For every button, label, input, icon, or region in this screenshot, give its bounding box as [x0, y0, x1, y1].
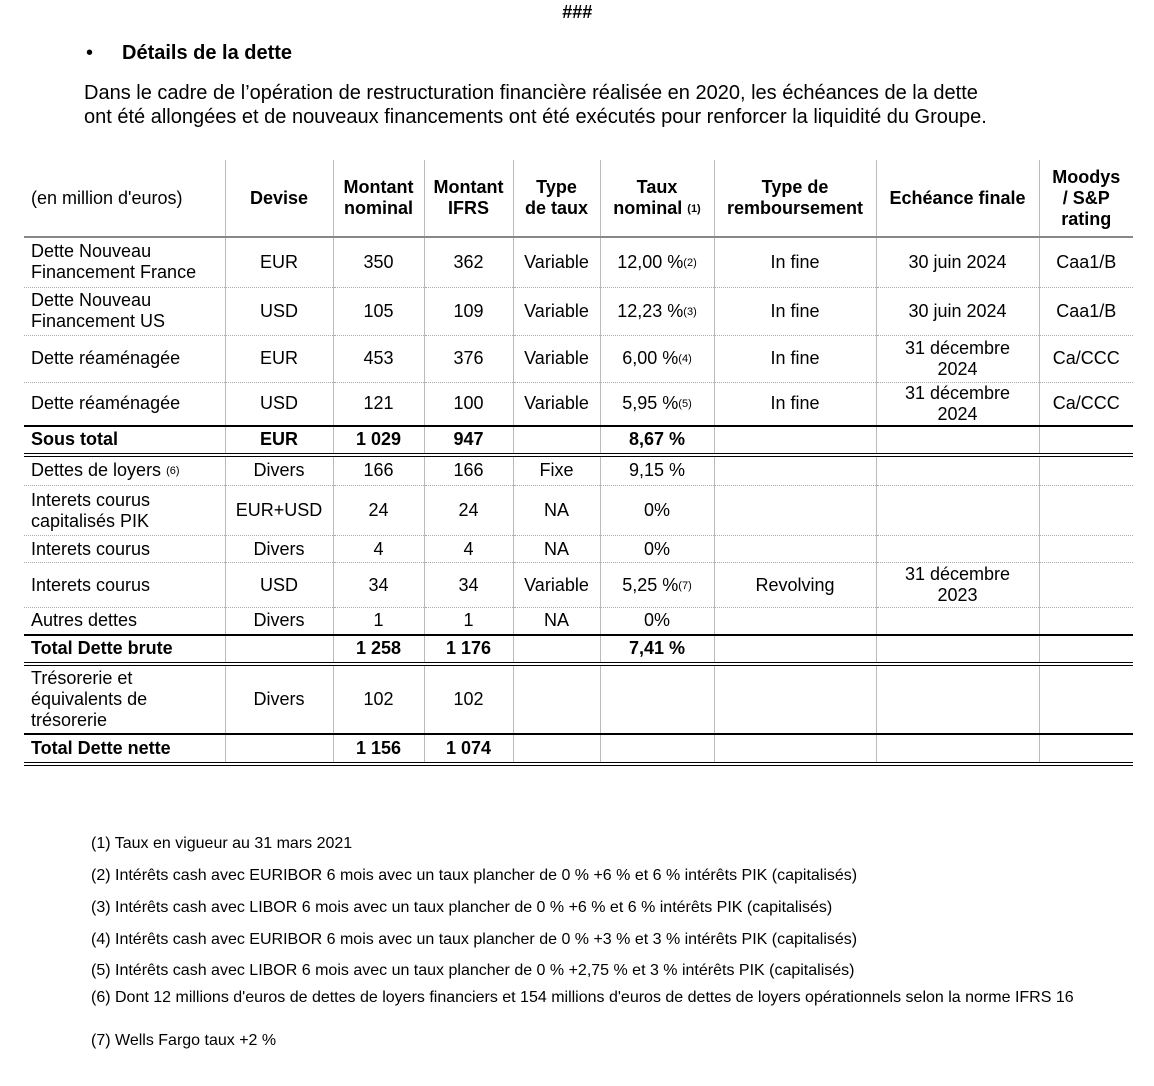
cell-montant-nominal: 166: [333, 455, 424, 486]
table-row: [24, 237, 1133, 287]
footnote: (3) Intérêts cash avec LIBOR 6 mois avec un taux plancher de 0 % +6 % et 6 % intérêts PIK (capitalisés): [91, 899, 833, 916]
cell-echeance: [876, 734, 1039, 764]
taux-value: 0%: [643, 610, 670, 631]
cell-montant-ifrs: 34: [424, 563, 513, 608]
cell-montant-nominal: 350: [333, 237, 424, 287]
row-label-line: Dette réaménagée: [31, 393, 181, 413]
taux-value: 6,00 %: [622, 348, 679, 368]
cell-rating: Caa1/B: [1039, 287, 1133, 335]
cell-montant-ifrs: 947: [424, 426, 513, 455]
row-label-line: Financement US: [31, 311, 166, 331]
total-label: Sous total: [24, 426, 225, 455]
cell-montant-nominal: 121: [333, 382, 424, 426]
cell-type-taux: Variable: [513, 237, 600, 287]
row-label-line: Trésorerie et: [31, 667, 133, 688]
cell-montant-nominal: 1: [333, 608, 424, 635]
cell-rating: [1039, 536, 1133, 563]
row-label-line: Dette réaménagée: [31, 348, 181, 368]
cell-type-remboursement: [714, 635, 876, 664]
row-label: [24, 536, 225, 563]
cell-montant-nominal: 4: [333, 536, 424, 563]
cell-taux-nominal: 8,67 %: [600, 426, 714, 455]
cell-rating: [1039, 608, 1133, 635]
cell-type-remboursement: [714, 486, 876, 536]
cell-montant-ifrs: 24: [424, 486, 513, 536]
cell-montant-nominal: 1 029: [333, 426, 424, 455]
debt-table: [24, 160, 1133, 766]
cell-devise: Divers: [225, 608, 333, 635]
header-montant-ifrs: Montant IFRS: [424, 160, 513, 237]
table-row: [24, 563, 1133, 608]
cell-montant-nominal: 1 156: [333, 734, 424, 764]
row-label-line: Autres dettes: [31, 610, 138, 631]
cell-rating: [1039, 635, 1133, 664]
table-row: [24, 455, 1133, 486]
cell-montant-ifrs: 4: [424, 536, 513, 563]
header-type-taux: Type de taux: [513, 160, 600, 237]
row-label-line: trésorerie: [31, 709, 108, 730]
cell-taux-nominal: [600, 287, 714, 335]
table-row: [24, 382, 1133, 426]
footnote: (7) Wells Fargo taux +2 %: [91, 1032, 277, 1049]
cell-montant-ifrs: 109: [424, 287, 513, 335]
echeance-line: 31 décembre: [904, 564, 1011, 584]
row-label: [24, 608, 225, 635]
total-row: [24, 426, 1133, 455]
footnote-ref: (6): [166, 465, 180, 478]
table-row: [24, 287, 1133, 335]
header-label: (en million d'euros): [24, 160, 225, 237]
cell-type-remboursement: [714, 734, 876, 764]
cell-devise: EUR: [225, 426, 333, 455]
footnote: (1) Taux en vigueur au 31 mars 2021: [91, 835, 353, 852]
cell-devise: [225, 635, 333, 664]
cell-type-remboursement: In fine: [714, 237, 876, 287]
row-label: [24, 335, 225, 382]
row-label-line: Interets courus: [31, 489, 151, 510]
cell-type-taux: [513, 635, 600, 664]
intro-paragraph: [84, 81, 1084, 129]
header-type-remboursement: Type de remboursement: [714, 160, 876, 237]
cell-echeance: [876, 335, 1039, 382]
cell-echeance: [876, 536, 1039, 563]
cell-montant-nominal: 1 258: [333, 635, 424, 664]
cell-taux-nominal: [600, 335, 714, 382]
cell-rating: Ca/CCC: [1039, 382, 1133, 426]
cell-type-taux: NA: [513, 486, 600, 536]
row-label: [24, 237, 225, 287]
cell-montant-ifrs: 100: [424, 382, 513, 426]
cell-montant-ifrs: 1 074: [424, 734, 513, 764]
cell-type-remboursement: [714, 426, 876, 455]
cell-rating: [1039, 486, 1133, 536]
table-row: [24, 664, 1133, 734]
cell-montant-nominal: 34: [333, 563, 424, 608]
echeance-line: 2024: [937, 403, 978, 424]
header-rating: Moodys / S&P rating: [1039, 160, 1133, 237]
echeance-line: 31 décembre: [904, 382, 1011, 403]
cell-montant-ifrs: 376: [424, 335, 513, 382]
row-label-line: Dette Nouveau: [31, 290, 152, 310]
row-label-line: Interets courus: [31, 538, 151, 559]
cell-type-remboursement: [714, 608, 876, 635]
cell-rating: Caa1/B: [1039, 237, 1133, 287]
taux-value: 0%: [643, 538, 670, 559]
intro-line: ont été allongées et de nouveaux financements ont été exécutés pour renforcer la liquidité du Groupe.: [84, 106, 987, 128]
row-label-line: Interets courus: [31, 574, 151, 595]
footnote-ref: (4): [678, 353, 692, 365]
cell-echeance: [876, 635, 1039, 664]
cell-type-taux: NA: [513, 536, 600, 563]
cell-type-taux: Variable: [513, 335, 600, 382]
bullet-glyph: •: [86, 42, 94, 64]
taux-value: 12,23 %: [617, 300, 684, 321]
footnote: (5) Intérêts cash avec LIBOR 6 mois avec un taux plancher de 0 % +2,75 % et 3 % intérêts PIK (capitalisés): [91, 962, 855, 979]
table-row: [24, 486, 1133, 536]
cell-devise: Divers: [225, 455, 333, 486]
taux-value: 0%: [643, 500, 670, 520]
cell-type-remboursement: [714, 536, 876, 563]
cell-montant-ifrs: 102: [424, 664, 513, 734]
row-label-line: capitalisés PIK: [31, 510, 150, 531]
intro-line: Dans le cadre de l’opération de restructuration financière réalisée en 2020, les échéances de la dette: [84, 82, 978, 104]
cell-type-taux: Variable: [513, 287, 600, 335]
table-header-row: [24, 160, 1133, 237]
row-label-line: Financement France: [31, 262, 197, 283]
table-row: [24, 335, 1133, 382]
table-row: [24, 536, 1133, 563]
cell-montant-ifrs: 1: [424, 608, 513, 635]
cell-taux-nominal: [600, 536, 714, 563]
cell-taux-nominal: [600, 734, 714, 764]
taux-value: 12,00 %: [617, 251, 684, 272]
row-label: [24, 563, 225, 608]
footnote: (6) Dont 12 millions d'euros de dettes de loyers financiers et 154 millions d'euros de dettes de loyers opérationnels selon la norme IFRS 16: [91, 989, 1074, 1006]
cell-type-taux: [513, 664, 600, 734]
cell-montant-ifrs: 1 176: [424, 635, 513, 664]
footnote-ref: (3): [683, 305, 697, 318]
cell-rating: [1039, 734, 1133, 764]
cell-devise: Divers: [225, 536, 333, 563]
cell-taux-nominal: [600, 608, 714, 635]
taux-value: 5,95 %: [622, 393, 679, 413]
cell-devise: USD: [225, 382, 333, 426]
cell-devise: Divers: [225, 664, 333, 734]
cell-devise: EUR+USD: [225, 486, 333, 536]
cell-rating: [1039, 455, 1133, 486]
cell-echeance: [876, 664, 1039, 734]
cell-taux-nominal: [600, 455, 714, 486]
cell-type-taux: [513, 426, 600, 455]
cell-taux-nominal: [600, 382, 714, 426]
row-label: [24, 382, 225, 426]
total-row: [24, 635, 1133, 664]
total-row: [24, 734, 1133, 764]
footnote-ref: (7): [678, 579, 692, 592]
echeance-line: 2024: [937, 358, 978, 379]
taux-value: 5,25 %: [622, 574, 679, 595]
cell-devise: EUR: [225, 237, 333, 287]
total-label: Total Dette brute: [24, 635, 225, 664]
cell-montant-nominal: 102: [333, 664, 424, 734]
cell-montant-nominal: 453: [333, 335, 424, 382]
echeance-line: 31 décembre: [904, 337, 1011, 358]
row-label-line: Dette Nouveau: [31, 241, 152, 262]
cell-devise: [225, 734, 333, 764]
cell-echeance: [876, 608, 1039, 635]
footnote: (2) Intérêts cash avec EURIBOR 6 mois avec un taux plancher de 0 % +6 % et 6 % intérêts PIK (capitalisés): [91, 867, 858, 884]
cell-taux-nominal: [600, 664, 714, 734]
header-mark: ###: [561, 2, 593, 22]
cell-type-taux: Fixe: [513, 455, 600, 486]
cell-type-taux: Variable: [513, 382, 600, 426]
cell-echeance: [876, 237, 1039, 287]
row-label-line: Dettes de loyers: [31, 460, 162, 481]
row-label: [24, 455, 225, 486]
header-montant-nominal: Montant nominal: [333, 160, 424, 237]
cell-type-taux: [513, 734, 600, 764]
cell-montant-ifrs: 362: [424, 237, 513, 287]
cell-montant-nominal: 105: [333, 287, 424, 335]
header-devise: Devise: [225, 160, 333, 237]
cell-type-remboursement: [714, 455, 876, 486]
cell-type-taux: NA: [513, 608, 600, 635]
cell-type-remboursement: In fine: [714, 335, 876, 382]
row-label: [24, 486, 225, 536]
cell-echeance: [876, 426, 1039, 455]
cell-echeance: [876, 287, 1039, 335]
total-label: Total Dette nette: [24, 734, 225, 764]
cell-taux-nominal: [600, 563, 714, 608]
row-label-line: équivalents de: [31, 688, 148, 709]
cell-devise: EUR: [225, 335, 333, 382]
echeance-line: 30 juin 2024: [908, 251, 1007, 272]
cell-montant-nominal: 24: [333, 486, 424, 536]
cell-echeance: [876, 486, 1039, 536]
footnote: (4) Intérêts cash avec EURIBOR 6 mois avec un taux plancher de 0 % +3 % et 3 % intérêts PIK (capitalisés): [91, 931, 858, 948]
cell-echeance: [876, 455, 1039, 486]
echeance-line: 2023: [937, 585, 978, 605]
cell-type-remboursement: In fine: [714, 287, 876, 335]
header-taux-nominal: Taux nominal $^{(1)}$: [600, 160, 714, 237]
cell-echeance: [876, 382, 1039, 426]
cell-rating: [1039, 664, 1133, 734]
cell-taux-nominal: [600, 486, 714, 536]
cell-type-remboursement: In fine: [714, 382, 876, 426]
cell-rating: [1039, 426, 1133, 455]
cell-rating: Ca/CCC: [1039, 335, 1133, 382]
echeance-line: 30 juin 2024: [908, 300, 1007, 321]
table-row: [24, 608, 1133, 635]
cell-type-remboursement: [714, 664, 876, 734]
row-label: [24, 287, 225, 335]
footnote-ref: (2): [683, 256, 697, 269]
cell-taux-nominal: 7,41 %: [600, 635, 714, 664]
cell-montant-ifrs: 166: [424, 455, 513, 486]
row-label: [24, 664, 225, 734]
cell-rating: [1039, 563, 1133, 608]
cell-devise: USD: [225, 563, 333, 608]
header-echeance: Echéance finale: [876, 160, 1039, 237]
cell-type-taux: Variable: [513, 563, 600, 608]
cell-type-remboursement: Revolving: [714, 563, 876, 608]
cell-echeance: [876, 563, 1039, 608]
section-title: Détails de la dette: [122, 42, 293, 64]
taux-value: 9,15 %: [628, 460, 686, 481]
cell-devise: USD: [225, 287, 333, 335]
cell-taux-nominal: [600, 237, 714, 287]
footnote-ref: (5): [678, 398, 692, 410]
